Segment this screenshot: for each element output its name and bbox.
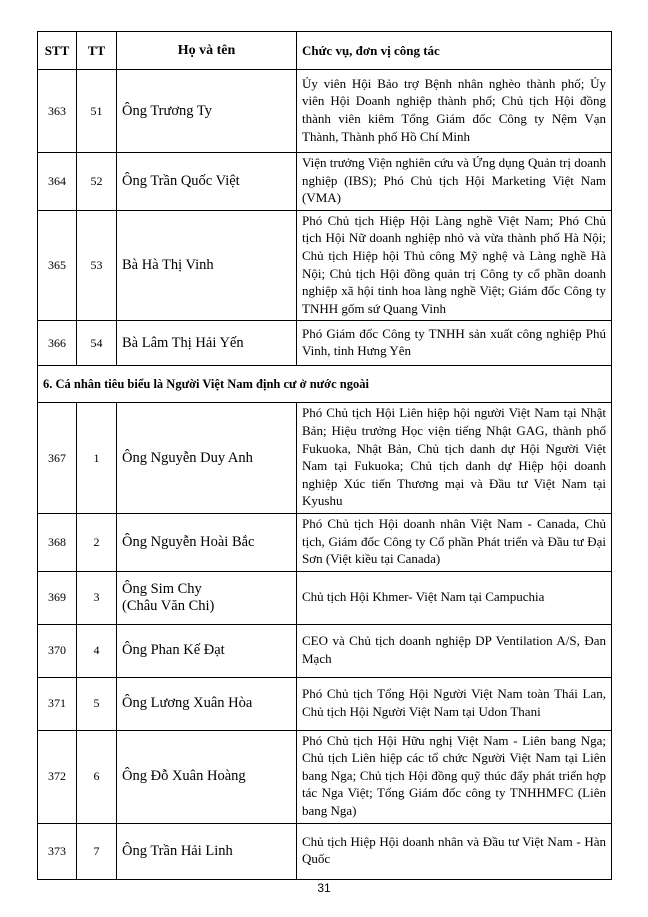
table-row: [38, 153, 612, 211]
row-tt: 51: [77, 70, 117, 153]
table-row: [38, 624, 612, 677]
row-name: [117, 70, 297, 153]
section-heading: 6. Cá nhân tiêu biểu là Người Việt Nam định cư ở nước ngoài: [38, 366, 612, 403]
row-stt: 373: [38, 823, 77, 879]
row-name: [117, 677, 297, 730]
header-stt: STT: [38, 32, 77, 70]
header-tt: TT: [77, 32, 117, 70]
row-position: Phó Chủ tịch Tổng Hội Người Việt Nam toàn Thái Lan, Chủ tịch Hội Người Việt Nam tại Udon Thani: [297, 677, 612, 730]
table-row: [38, 823, 612, 879]
row-name-line: Bà Hà Thị Vinh: [122, 257, 214, 274]
row-name: [117, 403, 297, 514]
row-tt: 4: [77, 624, 117, 677]
row-position: Phó Chủ tịch Hội Liên hiệp hội người Việt Nam tại Nhật Bản; Hiệu trưởng Học viện tiếng Nhật GAG, thành phố Fukuoka, Nhật Bản, Chủ tịch danh dự Hội Người Việt Nam tại Fukuoka; Chủ tịch danh dự Hiệp hội doanh nghiệp Xúc tiến Thương mại và Đầu tư Việt Nam tại Kyushu: [297, 403, 612, 514]
row-tt: 6: [77, 730, 117, 823]
row-stt: 370: [38, 624, 77, 677]
row-name: [117, 823, 297, 879]
row-name-line: Ông Trần Hải Linh: [122, 842, 233, 859]
row-name-line: Ông Trương Ty: [122, 102, 212, 119]
row-tt: 1: [77, 403, 117, 514]
row-position: Chủ tịch Hội Khmer- Việt Nam tại Campuchia: [297, 571, 612, 624]
row-name: [117, 571, 297, 624]
table-row: [38, 730, 612, 823]
row-stt: 364: [38, 153, 77, 211]
row-tt: 53: [77, 210, 117, 321]
page-number: 31: [317, 881, 331, 895]
section-row: [38, 366, 612, 403]
row-position: CEO và Chủ tịch doanh nghiệp DP Ventilation A/S, Đan Mạch: [297, 624, 612, 677]
row-stt: 366: [38, 321, 77, 366]
header-position: Chức vụ, đơn vị công tác: [297, 32, 612, 70]
row-name-line: Ông Đỗ Xuân Hoàng: [122, 768, 246, 785]
table-row: [38, 70, 612, 153]
table-header-row: [38, 32, 612, 70]
row-name: [117, 730, 297, 823]
row-stt: 369: [38, 571, 77, 624]
row-name-line: Ông Sim Chy: [122, 580, 202, 597]
table-row: [38, 403, 612, 514]
row-name: [117, 624, 297, 677]
row-stt: 371: [38, 677, 77, 730]
row-position: Chủ tịch Hiệp Hội doanh nhân và Đầu tư Việt Nam - Hàn Quốc: [297, 823, 612, 879]
row-position: Ủy viên Hội Bảo trợ Bệnh nhân nghèo thành phố; Ủy viên Hội Doanh nghiệp thành phố; Chủ tịch Hội đồng thành viên kiêm Tổng Giám đốc Công ty Nệm Vạn Thành, Thành phố Hồ Chí Minh: [297, 70, 612, 153]
row-tt: 52: [77, 153, 117, 211]
row-stt: 368: [38, 513, 77, 571]
row-name-line: Ông Trần Quốc Việt: [122, 172, 240, 189]
row-name-line: Bà Lâm Thị Hải Yến: [122, 334, 244, 351]
row-position: Phó Giám đốc Công ty TNHH sản xuất công nghiệp Phú Vinh, tỉnh Hưng Yên: [297, 321, 612, 366]
row-stt: 372: [38, 730, 77, 823]
header-name: Họ và tên: [117, 32, 297, 70]
row-position: Phó Chủ tịch Hội Hữu nghị Việt Nam - Liên bang Nga; Chủ tịch Liên hiệp các tổ chức Người Việt Nam tại Liên bang Nga; Chủ tịch Hội đồng quỹ thúc đẩy phát triển hợp tác Nga Việt; Tổng Giám đốc công ty TNHHMFC (Liên bang Nga): [297, 730, 612, 823]
row-tt: 54: [77, 321, 117, 366]
row-name-line: Ông Nguyễn Hoài Bắc: [122, 533, 255, 550]
row-name-line: Ông Phan Kế Đạt: [122, 642, 225, 659]
row-tt: 5: [77, 677, 117, 730]
row-position: Phó Chủ tịch Hội doanh nhân Việt Nam - Canada, Chủ tịch, Giám đốc Công ty Cổ phần Phát triển và Đầu tư Đại Sơn (Việt kiều tại Canada): [297, 513, 612, 571]
row-name: [117, 513, 297, 571]
row-stt: 365: [38, 210, 77, 321]
row-position: Phó Chủ tịch Hiệp Hội Làng nghề Việt Nam; Phó Chủ tịch Hội Nữ doanh nghiệp nhỏ và vừa thành phố Hà Nội; Chủ tịch Hiệp hội Thủ công Mỹ nghệ và Làng nghề Hà Nội; Chủ tịch Hội đồng quản trị Công ty cổ phần doanh nghiệp xã hội tinh hoa làng nghề Việt; Giám đốc Công ty TNHH gốm sứ Quang Vinh: [297, 210, 612, 321]
row-name: [117, 321, 297, 366]
row-tt: 7: [77, 823, 117, 879]
row-stt: 363: [38, 70, 77, 153]
table-body: [38, 70, 612, 880]
row-name: [117, 153, 297, 211]
row-position: Viện trưởng Viện nghiên cứu và Ứng dụng Quản trị doanh nghiệp (IBS); Phó Chủ tịch Hội Marketing Việt Nam (VMA): [297, 153, 612, 211]
row-name-line: (Châu Văn Chi): [122, 597, 215, 614]
row-name-line: Ông Nguyễn Duy Anh: [122, 449, 253, 466]
honoree-table: [37, 31, 612, 880]
table-row: [38, 677, 612, 730]
row-stt: 367: [38, 403, 77, 514]
row-tt: 3: [77, 571, 117, 624]
row-name-line: Ông Lương Xuân Hòa: [122, 695, 253, 712]
row-name: [117, 210, 297, 321]
table-row: [38, 571, 612, 624]
table-row: [38, 513, 612, 571]
table-row: [38, 321, 612, 366]
row-tt: 2: [77, 513, 117, 571]
table-row: [38, 210, 612, 321]
